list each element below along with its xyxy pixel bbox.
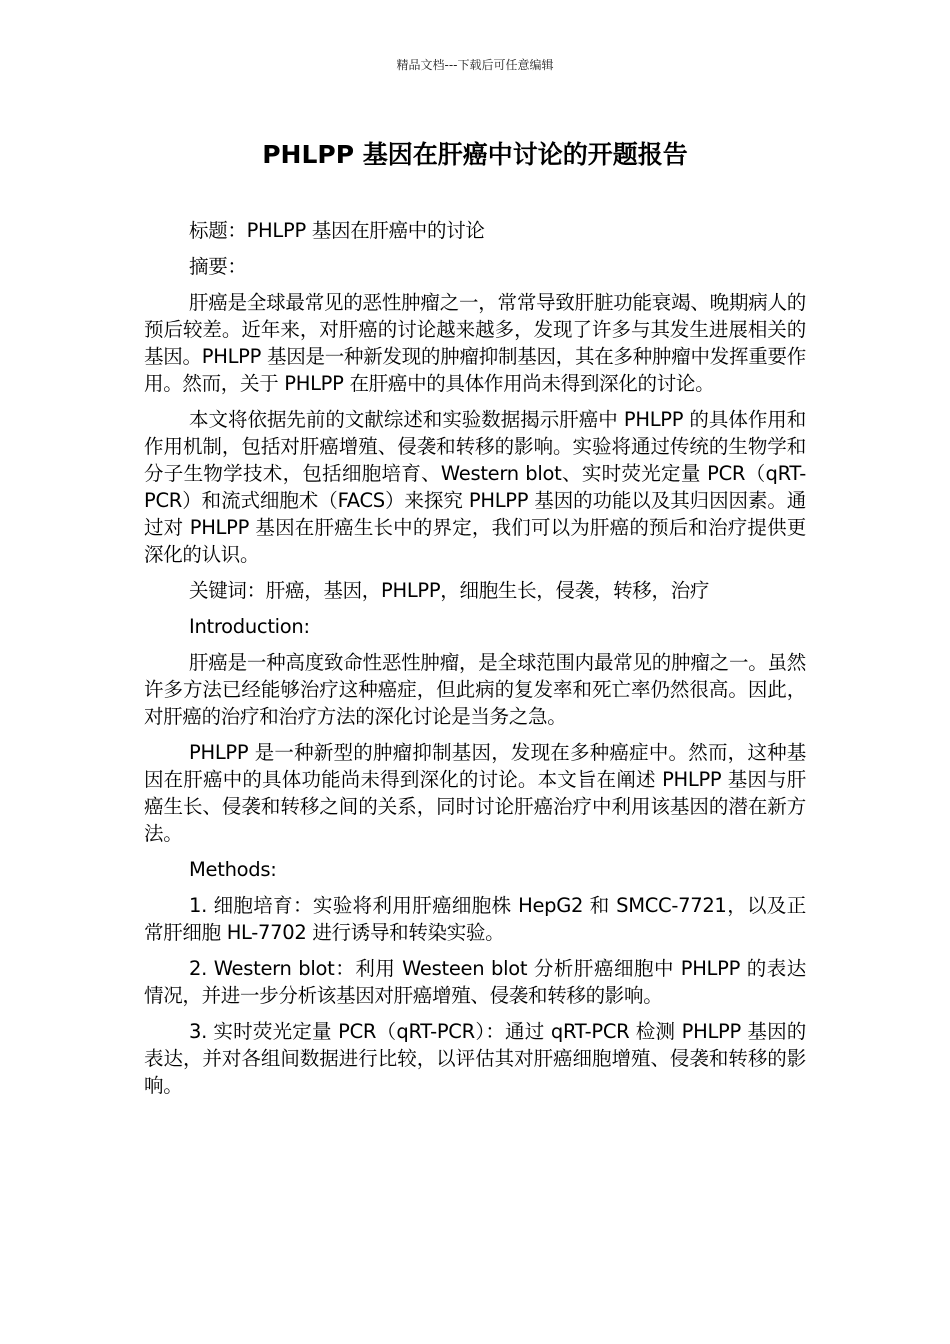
methods-item-2: 2. Western blot：利用 Westeen blot 分析肝癌细胞中 PHLPP 的表达情况，并进一步分析该基因对肝癌增殖、侵袭和转移的影响。 xyxy=(144,957,806,1007)
title-line: 标题：PHLPP 基因在肝癌中的讨论 xyxy=(189,219,485,242)
abstract-paragraph-2: 本文将依据先前的文献综述和实验数据揭示肝癌中 PHLPP 的具体作用和作用机制，包括对肝癌增殖、侵袭和转移的影响。实验将通过传统的生物学和分子生物学技术，包括细胞培育、Western blot、实时荧光定量 PCR（qRT-PCR）和流式细胞术（FACS）来探究 PHLPP 基因的功能以及其归因因素。通过对 PHLPP 基因在肝癌生长中的界定，我们可以为肝癌的预后和治疗提供更深化的认识。 xyxy=(144,408,806,566)
abstract-paragraph-1: 肝癌是全球最常见的恶性肿瘤之一，常常导致肝脏功能衰竭、晚期病人的预后较差。近年来，对肝癌的讨论越来越多，发现了许多与其发生进展相关的基因。PHLPP 基因是一种新发现的肿瘤抑制基因，其在多种肿瘤中发挥重要作用。然而，关于 PHLPP 在肝癌中的具体作用尚未得到深化的讨论。 xyxy=(144,291,806,395)
methods-item-3: 3. 实时荧光定量 PCR（qRT-PCR）：通过 qRT-PCR 检测 PHLPP 基因的表达，并对各组间数据进行比较，以评估其对肝癌细胞增殖、侵袭和转移的影响。 xyxy=(144,1020,806,1097)
methods-heading: Methods: xyxy=(189,858,277,881)
abstract-heading: 摘要： xyxy=(189,255,247,278)
page-header-note: 精品文档---下载后可任意编辑 xyxy=(396,58,554,72)
introduction-paragraph-2: PHLPP 是一种新型的肿瘤抑制基因，发现在多种癌症中。然而，这种基因在肝癌中的具体功能尚未得到深化的讨论。本文旨在阐述 PHLPP 基因与肝癌生长、侵袭和转移之间的关系，同时讨论肝癌治疗中利用该基因的潜在新方法。 xyxy=(144,741,806,845)
introduction-paragraph-1: 肝癌是一种高度致命性恶性肿瘤，是全球范围内最常见的肿瘤之一。虽然许多方法已经能够治疗这种癌症，但此病的复发率和死亡率仍然很高。因此，对肝癌的治疗和治疗方法的深化讨论是当务之急。 xyxy=(144,651,806,728)
document-body xyxy=(144,217,806,1108)
introduction-heading: Introduction: xyxy=(189,615,310,638)
document-title: PHLPP 基因在肝癌中讨论的开题报告 xyxy=(262,140,688,169)
keywords-line: 关键词：肝癌，基因，PHLPP，细胞生长，侵袭，转移，治疗 xyxy=(189,579,710,602)
methods-item-1: 1. 细胞培育：实验将利用肝癌细胞株 HepG2 和 SMCC-7721，以及正常肝细胞 HL-7702 进行诱导和转染实验。 xyxy=(144,894,806,944)
